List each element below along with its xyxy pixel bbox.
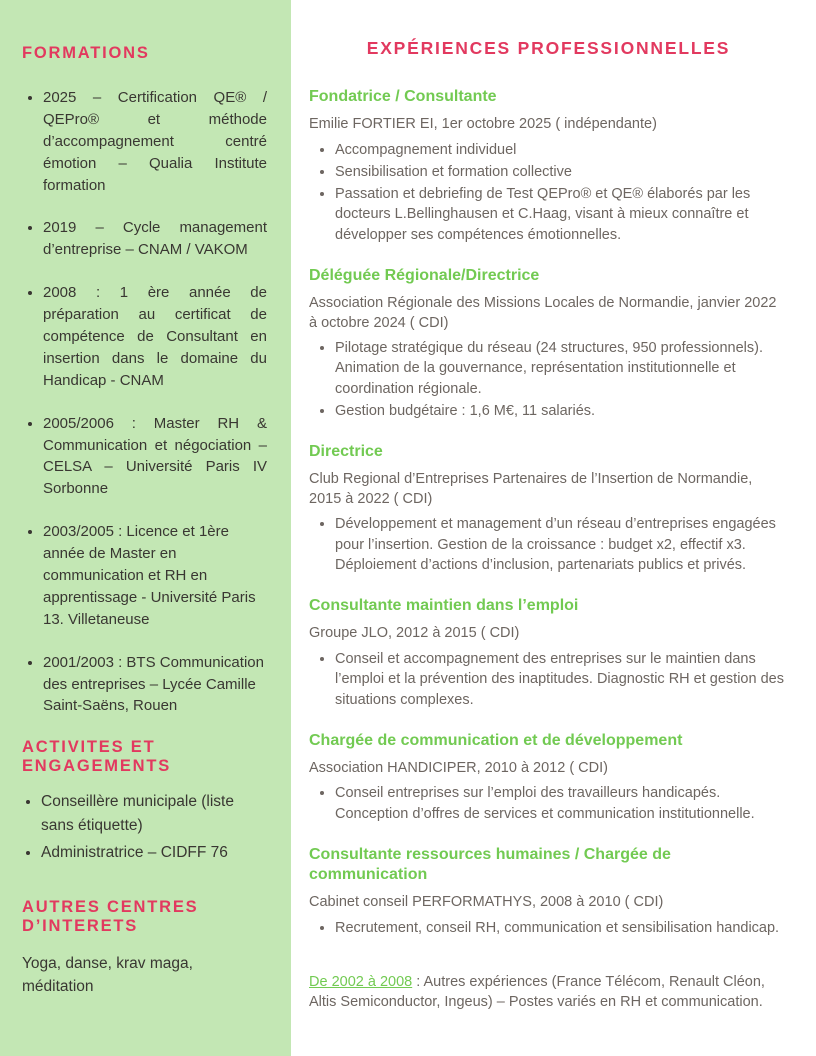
job-bullet: • Sensibilisation et formation collective [335, 162, 788, 182]
job-bullet: • Développement et management d’un réseau d’entreprises engagées pour l’insertion. Gestion de la croissance : budget x2, effectif x3. Déploiement d’actions d’inclusion, partenariats publics et privés. [335, 514, 788, 575]
job-org-line: Association Régionale des Missions Locales de Normandie, janvier 2022 à octobre 2024 ( CDI) [309, 295, 777, 331]
job-bullet: • Conseil entreprises sur l’emploi des travailleurs handicapés. Conception d’offres de services et communication institutionnelle. [335, 783, 788, 824]
job-bullet: • Recrutement, conseil RH, communication et sensibilisation handicap. [335, 918, 788, 938]
activites-section-title: ACTIVITES ET ENGAGEMENTS [22, 738, 172, 776]
formation-item: • 2025 – Certification QE® / QEPro® et méthode d’accompagnement centré émotion – Qualia Institute formation [43, 87, 267, 196]
job-org-line: Emilie FORTIER EI, 1er octobre 2025 ( indépendante) [309, 116, 657, 132]
job-entry [309, 731, 788, 824]
activite-item: • Conseillère municipale (liste sans étiquette) [41, 790, 267, 837]
job-role-heading: Consultante maintien dans l’emploi [309, 597, 579, 615]
job-org-line: Cabinet conseil PERFORMATHYS, 2008 à 2010 ( CDI) [309, 893, 664, 910]
other-experiences-note [309, 972, 783, 1013]
formation-item: • 2001/2003 : BTS Communication des entreprises – Lycée Camille Saint-Saëns, Rouen [43, 652, 267, 718]
job-bullet: • Passation et debriefing de Test QEPro® et QE® élaborés par les docteurs L.Bellinghausen et C.Haag, visant à mieux connaître et développer ses compétences émotionnelles. [335, 184, 788, 245]
autres-section-title: AUTRES CENTRES D’INTERETS [22, 898, 199, 936]
job-entry [309, 87, 788, 245]
job-role-heading: Déléguée Régionale/Directrice [309, 267, 540, 285]
job-entry [309, 266, 788, 421]
footer-text: : Autres expériences (France Télécom, Renault Cléon, Altis Semiconductor, Ingeus) – Postes variés en RH et communication. [309, 973, 765, 1011]
job-bullet: • Pilotage stratégique du réseau (24 structures, 950 professionnels). Animation de la gouvernance, représentation institutionnelle et coordination régionale. [335, 338, 788, 399]
job-role-heading: Fondatrice / Consultante [309, 88, 497, 105]
job-role-heading: Consultante ressources humaines / Chargée de communication [309, 845, 671, 883]
job-entry [309, 442, 788, 575]
job-bullet: • Accompagnement individuel [335, 140, 788, 160]
job-bullet: • Conseil et accompagnement des entreprises sur le maintien dans l’emploi et la prévention des inaptitudes. Diagnostic RH et gestion des situations complexes. [335, 649, 788, 710]
job-role-heading: Directrice [309, 443, 383, 461]
job-bullet-list [309, 338, 788, 421]
job-role-heading: Chargée de communication et de développement [309, 731, 683, 749]
formations-section-title: FORMATIONS [22, 44, 150, 62]
job-bullet: • Gestion budgétaire : 1,6 M€, 11 salariés. [335, 401, 788, 421]
formation-item: • 2019 – Cycle management d’entreprise – CNAM / VAKOM [43, 217, 267, 261]
job-org-line: Groupe JLO, 2012 à 2015 ( CDI) [309, 625, 520, 642]
job-org-line: Club Regional d’Entreprises Partenaires de l’Insertion de Normandie, 2015 à 2022 ( CDI) [309, 471, 753, 507]
job-entry [309, 596, 788, 709]
job-bullet-list [309, 514, 788, 575]
experiences-title: EXPÉRIENCES PROFESSIONNELLES [366, 38, 731, 58]
job-entry [309, 845, 788, 938]
job-bullet-list [309, 140, 788, 245]
job-bullet-list [309, 918, 788, 938]
formation-item: • 2008 : 1 ère année de préparation au certificat de compétence de Consultant en insertion dans le domaine du Handicap - CNAM [43, 282, 267, 391]
autres-text: Yoga, danse, krav maga, méditation [22, 955, 193, 996]
formation-item: • 2003/2005 : Licence et 1ère année de Master en communication et RH en apprentissage - Université Paris 13. Villetaneuse [43, 521, 267, 630]
activites-list [22, 790, 267, 864]
formation-item: • 2005/2006 : Master RH & Communication et négociation – CELSA – Université Paris IV Sorbonne [43, 413, 267, 501]
activite-item: • Administratrice – CIDFF 76 [41, 841, 267, 864]
job-bullet-list [309, 649, 788, 710]
job-org-line: Association HANDICIPER, 2010 à 2012 ( CDI) [309, 759, 608, 776]
job-bullet-list [309, 783, 788, 824]
formations-list [22, 87, 267, 717]
footer-period-link[interactable]: De 2002 à 2008 [309, 973, 413, 990]
experiences-column [291, 0, 816, 1056]
sidebar [0, 0, 291, 1056]
